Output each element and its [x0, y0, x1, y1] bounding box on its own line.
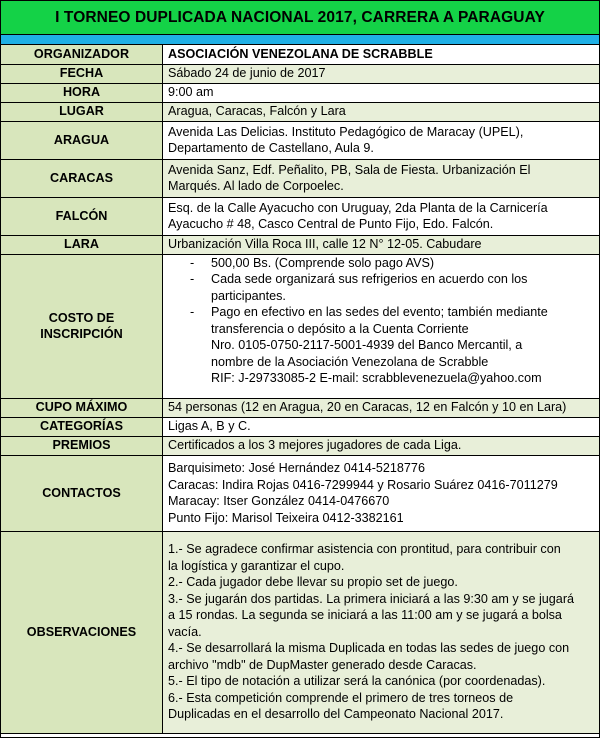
costo-item-line: participantes. — [211, 288, 286, 303]
costo-item — [190, 255, 594, 272]
value-lugar: Aragua, Caracas, Falcón y Lara — [163, 102, 600, 121]
observacion-line: la logística y garantizar el cupo. — [168, 558, 345, 573]
value-hora: 9:00 am — [163, 83, 600, 102]
costo-item-line: RIF: J-29733085-2 E-mail: scrabblevenezuela@yahoo.com — [211, 371, 542, 385]
value-aragua — [163, 121, 600, 159]
row-fecha — [1, 64, 599, 83]
value-caracas — [163, 159, 600, 197]
observacion-line: 1.- Se agradece confirmar asistencia con prontitud, para contribuir con — [168, 542, 561, 557]
falcon-line: Ayacucho # 48, Casco Central de Punto Fijo, Edo. Falcón. — [168, 217, 494, 231]
row-premios — [1, 436, 599, 455]
contact-line: Caracas: Indira Rojas 0416-7299944 y Rosario Suárez 0416-7011279 — [168, 477, 558, 492]
label-lugar: LUGAR — [1, 102, 163, 121]
observacion-line: 3.- Se jugarán dos partidas. La primera iniciará a las 9:30 am y se jugará — [168, 591, 575, 606]
observacion-line: 6.- Esta competición comprende el primero de tres torneos de — [168, 690, 514, 705]
aragua-line: Departamento de Castellano, Aula 9. — [168, 141, 374, 155]
row-hora — [1, 83, 599, 102]
observacion-line: Duplicadas en el desarrollo del Campeonato Nacional 2017. — [168, 707, 504, 722]
label-premios: PREMIOS — [1, 436, 163, 455]
observacion-line: archivo "mdb" de DupMaster generado desde Caracas. — [168, 657, 477, 672]
costo-item-line: - Cada sede organizará sus refrigerios en acuerdo con los — [211, 272, 528, 286]
value-observaciones — [163, 531, 600, 733]
row-lugar — [1, 102, 599, 121]
costo-item — [190, 271, 594, 304]
observacion-line: 5.- El tipo de notación a utilizar será la canónica (por coordenadas). — [168, 674, 546, 689]
costo-list — [168, 255, 594, 387]
costo-label-line: COSTO DE — [48, 310, 115, 325]
caracas-line: Avenida Sanz, Edf. Peñalito, PB, Sala de Fiesta. Urbanización El — [168, 162, 531, 177]
value-premios: Certificados a los 3 mejores jugadores de cada Liga. — [163, 436, 600, 455]
caracas-line: Marqués. Al lado de Corpoelec. — [168, 179, 344, 193]
value-lara: Urbanización Villa Roca III, calle 12 N° 12-05. Cabudare — [163, 235, 600, 254]
observacion-line: 4.- Se desarrollará la misma Duplicada en todas las sedes de juego con — [168, 641, 570, 656]
value-cupo: 54 personas (12 en Aragua, 20 en Caracas, 12 en Falcón y 10 en Lara) — [163, 398, 600, 417]
info-table — [1, 45, 599, 734]
value-categorias: Ligas A, B y C. — [163, 417, 600, 436]
observacion-line: vacía. — [168, 624, 202, 639]
value-falcon — [163, 197, 600, 235]
observacion-line: a 15 rondas. La segunda se iniciará a las 11:00 am y se jugará a bolsa — [168, 608, 562, 623]
row-caracas — [1, 159, 599, 197]
costo-item-line: - Pago en efectivo en las sedes del evento; también mediante — [211, 305, 548, 319]
label-organizador: ORGANIZADOR — [1, 45, 163, 64]
row-lara — [1, 235, 599, 254]
label-aragua: ARAGUA — [1, 121, 163, 159]
costo-item-line: nombre de la Asociación Venezolana de Scrabble — [211, 354, 489, 369]
contact-line: Punto Fijo: Marisol Teixeira 0412-3382161 — [168, 510, 404, 525]
row-observaciones — [1, 531, 599, 733]
row-organizador — [1, 45, 599, 64]
row-costo — [1, 254, 599, 398]
aragua-line: Avenida Las Delicias. Instituto Pedagógico de Maracay (UPEL), — [168, 124, 524, 139]
label-observaciones: OBSERVACIONES — [1, 531, 163, 733]
label-categorias: CATEGORÍAS — [1, 417, 163, 436]
label-falcon: FALCÓN — [1, 197, 163, 235]
costo-label-line: INSCRIPCIÓN — [40, 327, 123, 341]
value-organizador: ASOCIACIÓN VENEZOLANA DE SCRABBLE — [163, 45, 600, 64]
costo-item — [190, 304, 594, 387]
costo-item-line: - 500,00 Bs. (Comprende solo pago AVS) — [211, 255, 435, 270]
row-contactos — [1, 455, 599, 531]
label-caracas: CARACAS — [1, 159, 163, 197]
row-cupo — [1, 398, 599, 417]
value-contactos — [163, 455, 600, 531]
label-lara: LARA — [1, 235, 163, 254]
costo-item-line: Nro. 0105-0750-2117-5001-4939 del Banco Mercantil, a — [211, 338, 523, 352]
label-fecha: FECHA — [1, 64, 163, 83]
row-categorias — [1, 417, 599, 436]
value-costo — [163, 254, 600, 398]
label-hora: HORA — [1, 83, 163, 102]
label-cupo: CUPO MÁXIMO — [1, 398, 163, 417]
contact-line: Maracay: Itser González 0414-0476670 — [168, 494, 390, 508]
label-contactos: CONTACTOS — [1, 455, 163, 531]
row-falcon — [1, 197, 599, 235]
value-fecha: Sábado 24 de junio de 2017 — [163, 64, 600, 83]
costo-item-line: transferencia o depósito a la Cuenta Corriente — [211, 321, 469, 336]
blue-divider-stripe — [1, 35, 599, 45]
observacion-line: 2.- Cada jugador debe llevar su propio set de juego. — [168, 575, 458, 590]
label-costo — [1, 254, 163, 398]
row-aragua — [1, 121, 599, 159]
falcon-line: Esq. de la Calle Ayacucho con Uruguay, 2da Planta de la Carnicería — [168, 200, 548, 215]
contact-line: Barquisimeto: José Hernández 0414-5218776 — [168, 461, 425, 475]
document-title: I TORNEO DUPLICADA NACIONAL 2017, CARRERA A PARAGUAY — [1, 1, 599, 35]
